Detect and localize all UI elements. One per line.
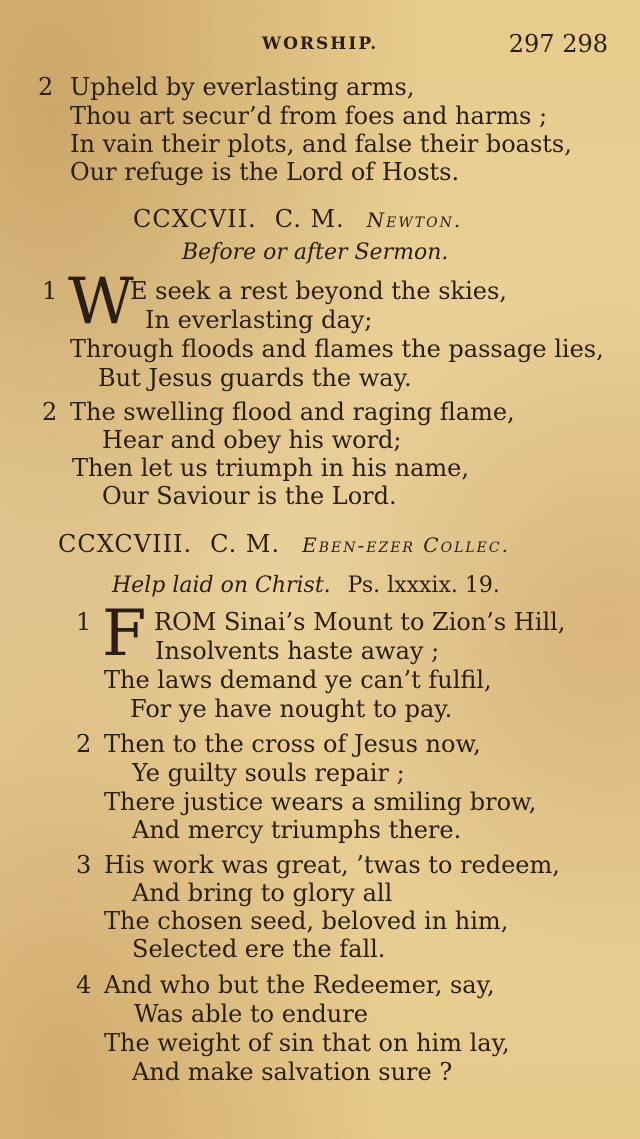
verse-line: The chosen seed, beloved in him, bbox=[104, 907, 509, 935]
verse-line: The swelling flood and raging flame, bbox=[70, 398, 515, 426]
verse-line: ROM Sinai’s Mount to Zion’s Hill, bbox=[154, 608, 566, 636]
hymn-subtitle bbox=[112, 573, 500, 598]
verse-line: Ye guilty souls repair ; bbox=[132, 759, 405, 787]
verse-line: His work was great, ’twas to redeem, bbox=[104, 851, 560, 879]
verse-line: The laws demand ye can’t fulfil, bbox=[104, 666, 492, 694]
verse-number: 1 bbox=[76, 608, 92, 636]
verse-line: Was able to endure bbox=[134, 1000, 368, 1028]
verse-line: The weight of sin that on him lay, bbox=[104, 1029, 510, 1057]
scripture-reference: Ps. lxxxix. 19. bbox=[347, 573, 500, 598]
verse-line: There justice wears a smiling brow, bbox=[104, 788, 537, 816]
verse-line: Through floods and flames the passage lies, bbox=[70, 335, 604, 363]
hymn-subtitle bbox=[182, 240, 448, 265]
verse-line: And bring to glory all bbox=[132, 879, 393, 907]
verse-line: But Jesus guards the way. bbox=[98, 364, 412, 392]
verse-line: Our refuge is the Lord of Hosts. bbox=[70, 158, 460, 186]
verse-line: Thou art secur’d from foes and harms ; bbox=[70, 102, 548, 130]
verse-number: 3 bbox=[76, 851, 92, 879]
verse-number: 2 bbox=[76, 730, 92, 758]
verse-line: In vain their plots, and false their boasts, bbox=[70, 130, 572, 158]
page-numbers: 297 298 bbox=[508, 30, 608, 58]
verse-line: Then let us triumph in his name, bbox=[72, 454, 469, 482]
hymn-tune: Newton. bbox=[366, 208, 463, 232]
verse-line: Upheld by everlasting arms, bbox=[70, 73, 415, 101]
verse-number: 1 bbox=[42, 277, 58, 305]
verse-line: In everlasting day; bbox=[145, 306, 373, 334]
verse-line: Insolvents haste away ; bbox=[155, 637, 440, 665]
verse-line: E seek a rest beyond the skies, bbox=[130, 277, 507, 305]
hymn-title bbox=[133, 205, 462, 233]
verse-number: 2 bbox=[42, 398, 58, 426]
drop-cap: W bbox=[68, 265, 134, 339]
page-header bbox=[0, 30, 640, 60]
verse-line: Then to the cross of Jesus now, bbox=[104, 730, 481, 758]
verse-line: And mercy triumphs there. bbox=[132, 816, 462, 844]
verse-line: Our Saviour is the Lord. bbox=[102, 482, 397, 510]
verse-line: Hear and obey his word; bbox=[102, 426, 402, 454]
hymn-tune: Eben-ezer Collec. bbox=[302, 533, 510, 557]
hymn-number: CCXCVII. bbox=[133, 205, 257, 233]
verse-number: 4 bbox=[76, 971, 92, 999]
verse-line: For ye have nought to pay. bbox=[130, 695, 453, 723]
hymn-meter: C. M. bbox=[210, 530, 281, 558]
verse-line: And make salvation sure ? bbox=[132, 1058, 453, 1086]
verse-line: And who but the Redeemer, say, bbox=[104, 971, 495, 999]
hymn-number: CCXCVIII. bbox=[58, 530, 193, 558]
verse-line: Selected ere the fall. bbox=[132, 935, 386, 963]
hymn-subtitle-text: Before or after Sermon. bbox=[182, 240, 449, 265]
running-head: WORSHIP. bbox=[262, 34, 379, 54]
hymn-subtitle-text: Help laid on Christ. bbox=[112, 573, 331, 598]
hymn-meter: C. M. bbox=[274, 205, 345, 233]
hymn-title bbox=[58, 530, 510, 558]
verse-number: 2 bbox=[38, 73, 54, 101]
drop-cap: F bbox=[102, 597, 147, 671]
